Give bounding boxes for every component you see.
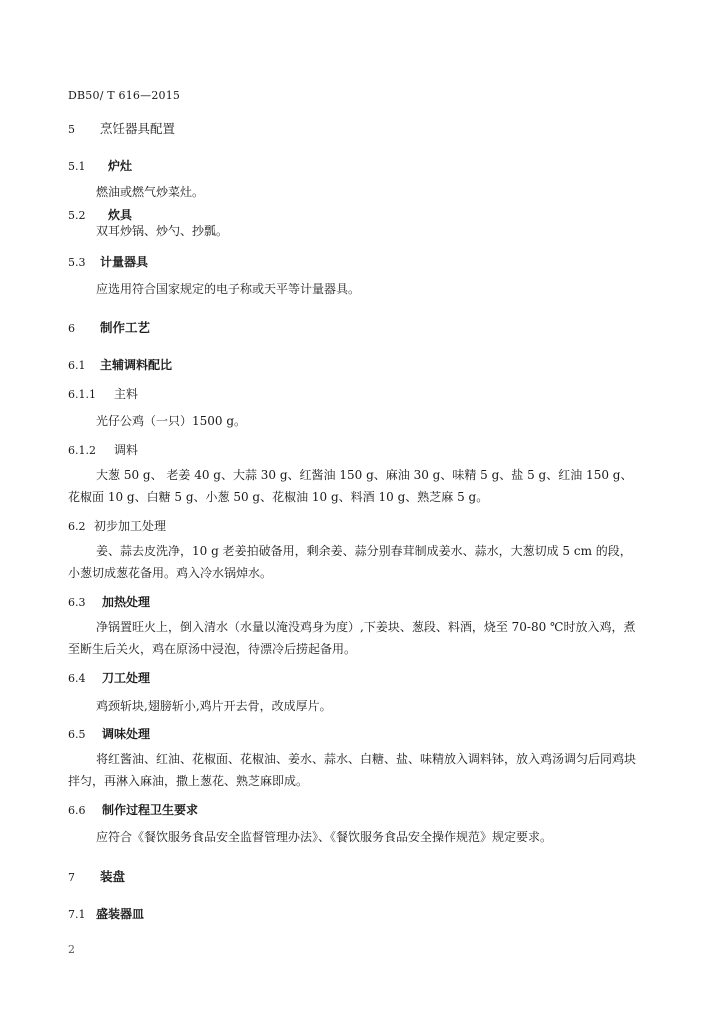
section-6-1-2-heading bbox=[68, 441, 138, 458]
section-6-4-body: 鸡颈斩块,翅膀斩小,鸡片开去骨，改成厚片。 bbox=[96, 699, 332, 713]
standard-number: DB50/ T 616—2015 bbox=[68, 89, 181, 102]
section-6-1-1-heading bbox=[68, 385, 138, 402]
section-number: 6 bbox=[68, 322, 75, 335]
section-6-3-body: 净锅置旺火上，倒入清水（水量以淹没鸡身为度）,下姜块、葱段、料酒，烧至 70-80 ℃时放入鸡，煮至断生后关火，鸡在原汤中浸泡，待漂冷后捞起备用。 bbox=[68, 620, 636, 656]
page-number: 2 bbox=[68, 943, 75, 956]
section-number: 7 bbox=[68, 871, 75, 884]
section-5-heading bbox=[68, 119, 175, 137]
section-title: 调味处理 bbox=[102, 727, 151, 741]
section-title: 计量器具 bbox=[100, 255, 149, 269]
section-6-1-2-body: 大葱 50 g、 老姜 40 g、大蒜 30 g、红酱油 150 g、麻油 30 g、味精 5 g、盐 5 g、红油 150 g、花椒面 10 g、白糖 5 g、小葱 50 g、花椒油 10 g、料酒 10 g、熟芝麻 5 g。 bbox=[68, 468, 633, 504]
section-number: 6.6 bbox=[68, 804, 86, 817]
section-number: 7.1 bbox=[68, 908, 86, 921]
section-5-3-body: 应选用符合国家规定的电子称或天平等计量器具。 bbox=[96, 282, 361, 296]
section-number: 6.4 bbox=[68, 672, 86, 685]
section-number: 6.2 bbox=[68, 520, 86, 533]
section-6-3-heading bbox=[68, 593, 150, 610]
section-number: 6.1.1 bbox=[68, 388, 96, 401]
section-number: 5.1 bbox=[68, 160, 86, 173]
section-6-6-body: 应符合《餐饮服务食品安全监督管理办法》、《餐饮服务食品安全操作规范》规定要求。 bbox=[96, 830, 553, 844]
section-6-5-heading bbox=[68, 725, 150, 742]
section-number: 5 bbox=[68, 123, 75, 136]
section-5-2-body: 双耳炒锅、炒勺、抄瓢。 bbox=[96, 224, 229, 238]
section-title: 烹饪器具配置 bbox=[100, 121, 176, 136]
section-title: 刀工处理 bbox=[102, 671, 151, 685]
section-6-1-1-body: 光仔公鸡（一只）1500 g。 bbox=[96, 414, 247, 428]
section-number: 6.5 bbox=[68, 728, 86, 741]
section-number: 6.3 bbox=[68, 596, 86, 609]
section-6-2-heading bbox=[68, 517, 166, 534]
section-title: 主辅调料配比 bbox=[100, 358, 173, 372]
section-title: 盛装器皿 bbox=[96, 907, 145, 921]
section-6-6-heading bbox=[68, 801, 198, 818]
section-title: 主料 bbox=[114, 387, 139, 401]
section-title: 加热处理 bbox=[102, 595, 151, 609]
section-6-2-body: 姜、蒜去皮洗净，10 g 老姜拍破备用，剩余姜、蒜分别春茸制成姜水、蒜水，大葱切成 5 cm 的段，小葱切成葱花备用。鸡入冷水锅焯水。 bbox=[68, 544, 632, 580]
section-title: 调料 bbox=[114, 443, 139, 457]
section-number: 5.3 bbox=[68, 256, 86, 269]
section-5-1-body: 燃油或燃气炒菜灶。 bbox=[96, 185, 205, 199]
section-5-2-heading bbox=[68, 206, 132, 223]
section-6-5-body: 将红酱油、红油、花椒面、花椒油、姜水、蒜水、白糖、盐、味精放入调料钵，放入鸡汤调匀后同鸡块拌匀，再淋入麻油，撒上葱花、熟芝麻即成。 bbox=[68, 752, 637, 788]
section-6-1-heading bbox=[68, 356, 172, 373]
section-title: 装盘 bbox=[100, 869, 126, 884]
section-title: 制作过程卫生要求 bbox=[102, 803, 199, 817]
section-5-3-heading bbox=[68, 253, 148, 270]
section-5-1-heading bbox=[68, 157, 132, 174]
section-number: 6.1.2 bbox=[68, 444, 96, 457]
section-6-heading bbox=[68, 318, 150, 336]
section-title: 制作工艺 bbox=[100, 320, 151, 335]
section-6-4-heading bbox=[68, 669, 150, 686]
section-number: 5.2 bbox=[68, 209, 86, 222]
section-7-1-heading bbox=[68, 905, 144, 922]
section-7-heading bbox=[68, 867, 125, 885]
section-title: 炉灶 bbox=[108, 159, 133, 173]
section-title: 炊具 bbox=[108, 208, 133, 222]
section-title: 初步加工处理 bbox=[94, 519, 167, 533]
section-number: 6.1 bbox=[68, 359, 86, 372]
